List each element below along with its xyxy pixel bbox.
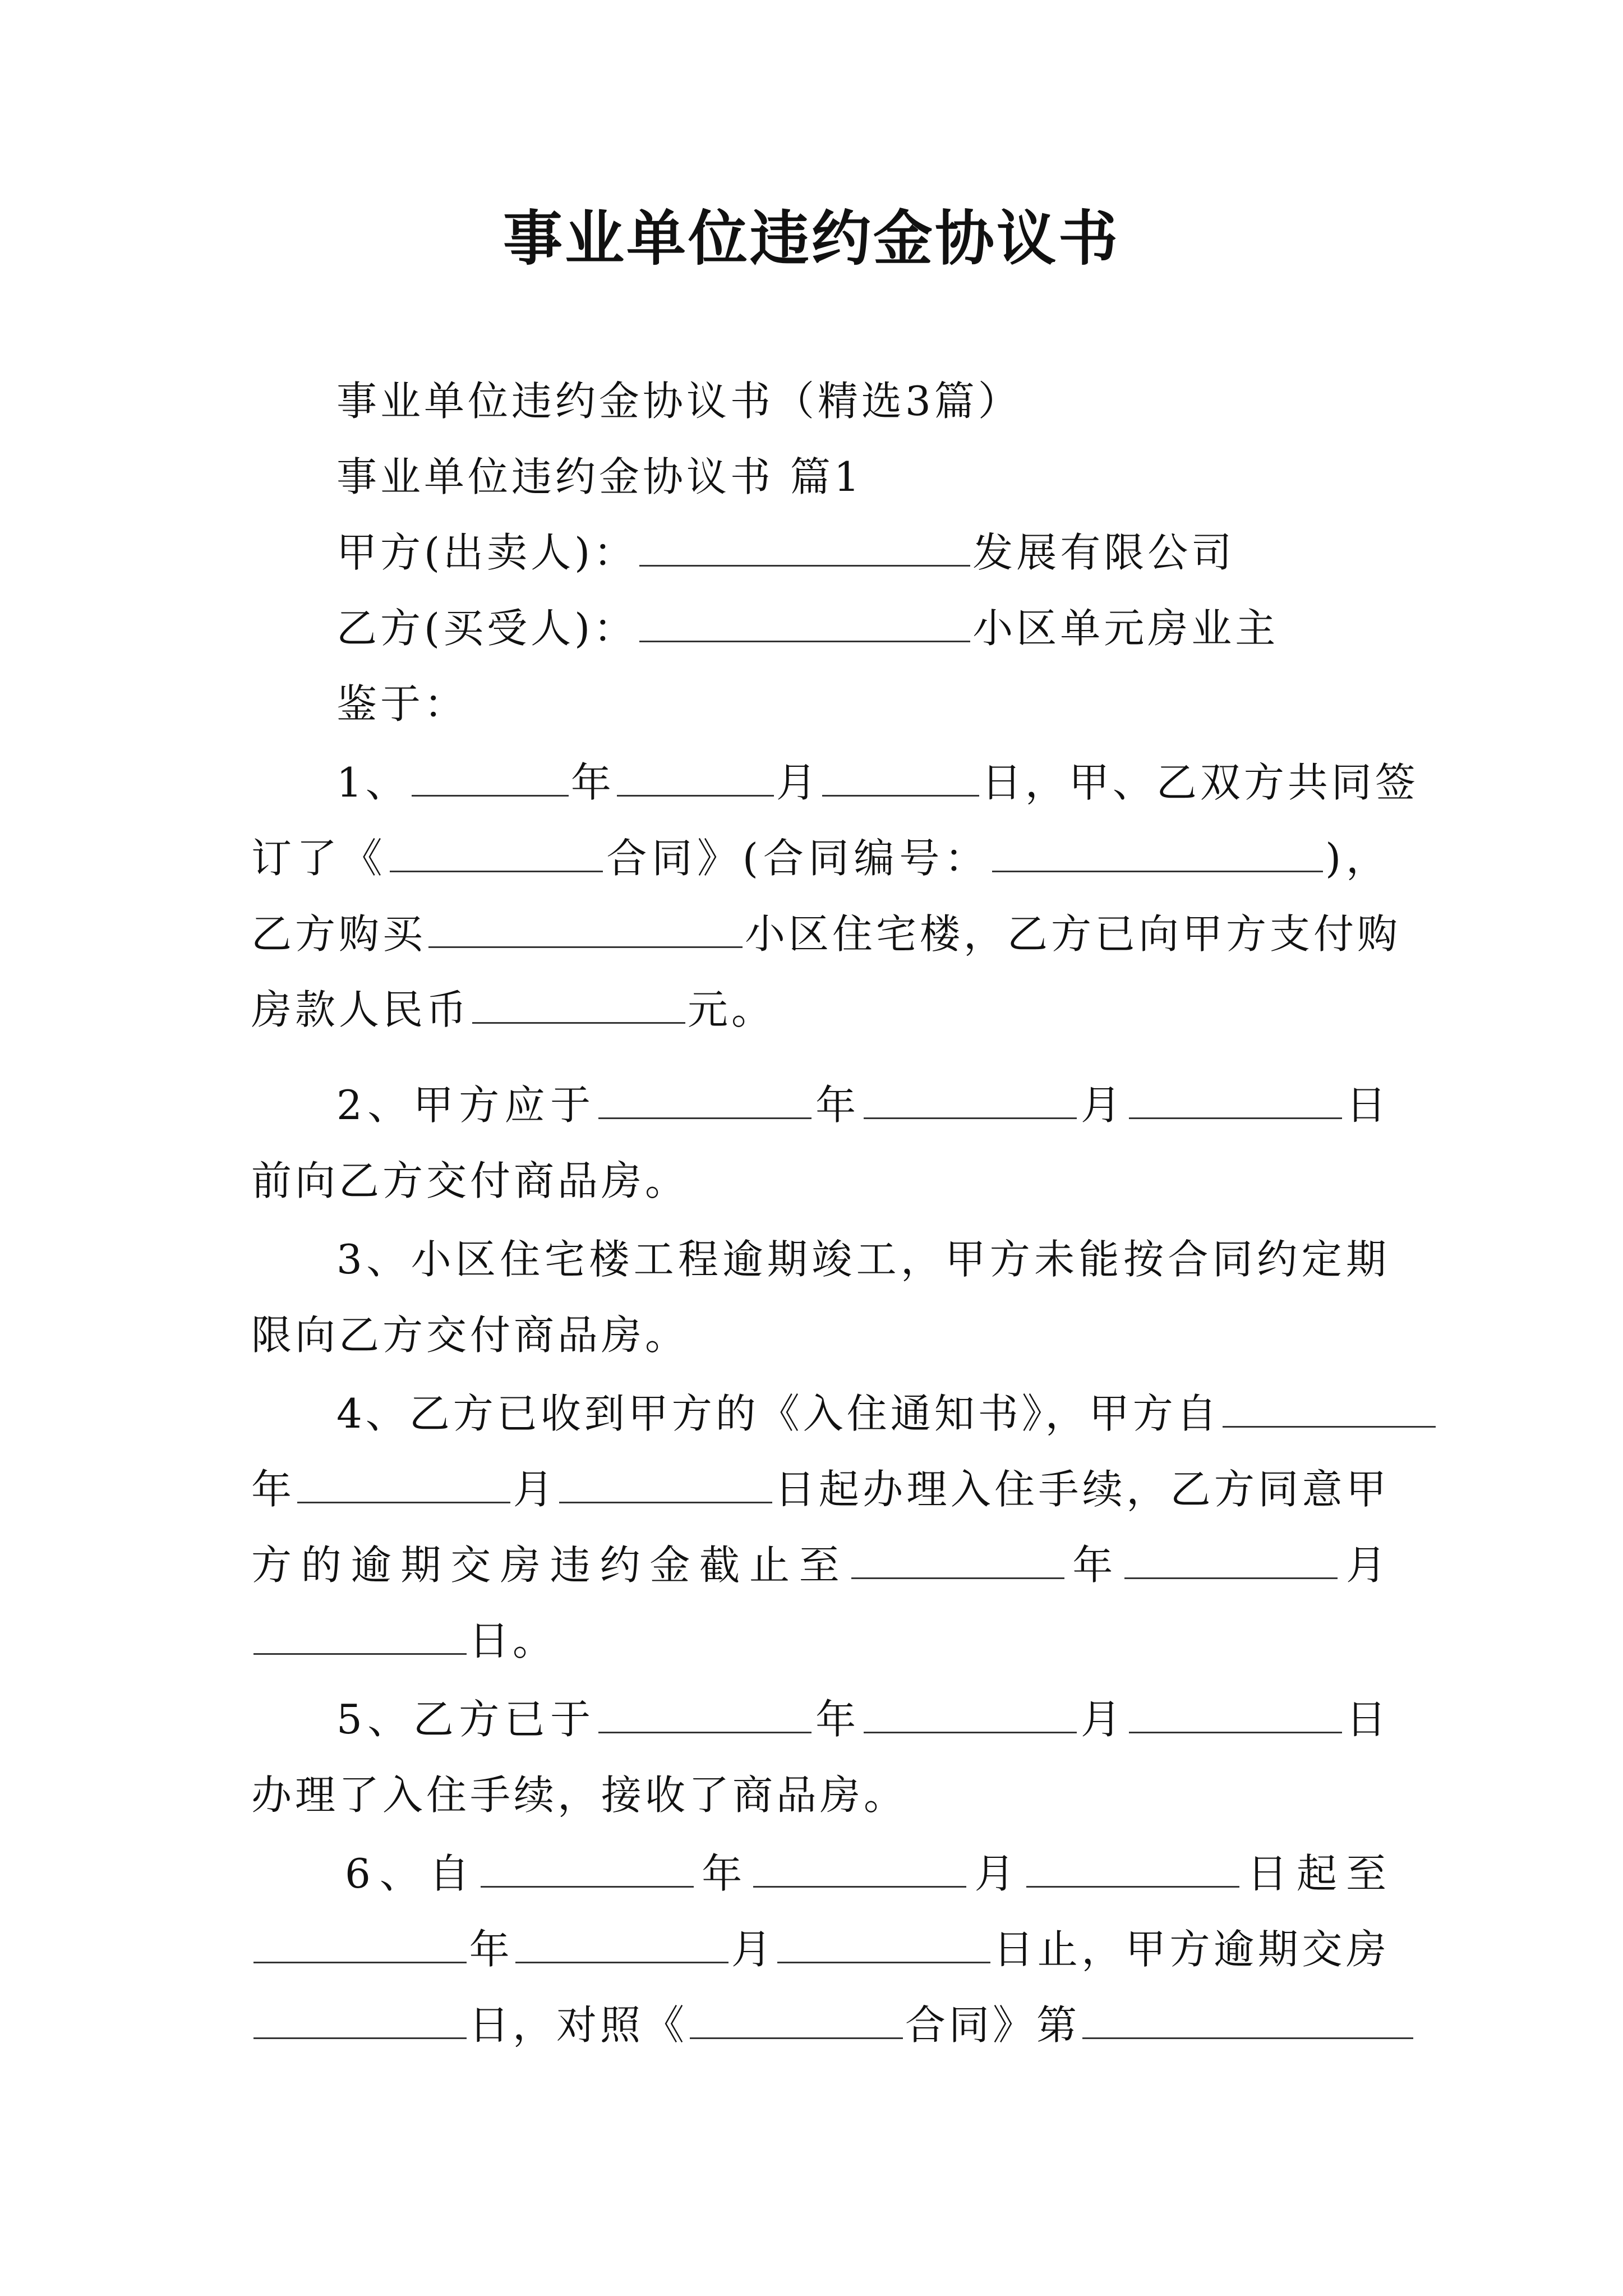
whereas-line: 鉴于：	[336, 680, 468, 728]
year-text: 年	[1066, 1542, 1123, 1589]
blank-field	[1223, 1391, 1436, 1428]
clause3-line2: 限向乙方交付商品房。	[251, 1312, 689, 1359]
clause-text: 合同》(合同编号：	[605, 835, 990, 882]
blank-field	[559, 1467, 772, 1503]
clause-text: 元。	[688, 986, 776, 1033]
year-text: 年	[813, 1082, 861, 1129]
clause5-line1	[336, 1686, 1390, 1753]
clause-text: 日起办理入住手续，乙方同意甲	[774, 1466, 1390, 1513]
blank-field	[253, 1927, 467, 1963]
blank-field	[822, 760, 979, 797]
section-heading: 事业单位违约金协议书 篇1	[336, 453, 863, 500]
document-title: 事业单位违约金协议书	[503, 203, 1120, 273]
clause6-line3	[251, 1991, 1390, 2059]
year-text: 年	[696, 1850, 751, 1897]
blank-field	[690, 2003, 903, 2039]
month-text: 月	[513, 1466, 557, 1513]
blank-field	[864, 1697, 1077, 1733]
blank-field	[472, 987, 685, 1024]
clause-text: 订了《	[251, 835, 388, 882]
party-b-line	[336, 595, 1390, 662]
clause4-line1	[336, 1380, 1390, 1447]
clause-number: 1、	[336, 759, 409, 806]
clause4-line3	[251, 1531, 1390, 1599]
blank-field	[253, 2003, 467, 2039]
month-text: 月	[731, 1926, 776, 1973]
clause-text: 日，对照《	[469, 2001, 688, 2049]
clause-text: 方的逾期交房违约金截止至	[251, 1542, 849, 1589]
clause-text: 合同》第	[905, 2001, 1081, 2049]
clause6-line2	[251, 1916, 1390, 1983]
year-text: 年	[251, 1466, 296, 1513]
year-text: 年	[813, 1696, 861, 1743]
clause-text: 日，甲、乙双方共同签	[981, 759, 1419, 806]
party-a-line	[336, 519, 1390, 586]
blank-field	[598, 1083, 811, 1119]
blank-field	[992, 836, 1323, 872]
clause4-line4	[251, 1607, 1390, 1674]
blank-field	[412, 760, 569, 797]
party-b-suffix: 小区单元房业主	[972, 605, 1279, 652]
month-text: 月	[1340, 1542, 1390, 1589]
clause1-line1	[336, 749, 1419, 816]
clause1-line3	[251, 900, 1401, 968]
month-text: 月	[1078, 1082, 1127, 1129]
clause2-line2: 前向乙方交付商品房。	[251, 1157, 689, 1204]
clause4-line2	[251, 1456, 1390, 1523]
blank-field	[1082, 2003, 1413, 2039]
blank-field	[1026, 1851, 1239, 1888]
blank-field	[639, 606, 970, 642]
clause-text: 2、甲方应于	[336, 1082, 596, 1129]
clause-text: 6、自	[345, 1850, 479, 1897]
month-text: 月	[969, 1850, 1024, 1897]
blank-field	[1129, 1083, 1342, 1119]
blank-field	[515, 1927, 728, 1963]
blank-field	[481, 1851, 694, 1888]
clause6-line1	[345, 1840, 1390, 1907]
party-b-label: 乙方(买受人)：	[336, 605, 638, 652]
clause-text: 日。	[469, 1617, 557, 1664]
blank-field	[753, 1851, 966, 1888]
clause-text: )，	[1325, 835, 1390, 882]
clause5-line2: 办理了入住手续，接收了商品房。	[251, 1772, 908, 1819]
month-text: 月	[1078, 1696, 1127, 1743]
clause1-line2	[251, 825, 1390, 892]
party-a-label: 甲方(出卖人)：	[336, 529, 638, 576]
blank-field	[1124, 1543, 1338, 1579]
blank-field	[864, 1083, 1077, 1119]
day-text: 日	[1344, 1082, 1390, 1129]
clause-text: 小区住宅楼，乙方已向甲方支付购	[745, 910, 1401, 958]
blank-field	[617, 760, 774, 797]
blank-field	[297, 1467, 510, 1503]
clause3-line1: 3、小区住宅楼工程逾期竣工，甲方未能按合同约定期	[336, 1236, 1390, 1283]
blank-field	[390, 836, 603, 872]
blank-field	[598, 1697, 811, 1733]
subtitle: 事业单位违约金协议书（精选3篇）	[336, 378, 1022, 425]
party-a-suffix: 发展有限公司	[972, 529, 1235, 576]
blank-field	[428, 912, 743, 948]
blank-field	[777, 1927, 990, 1963]
month-text: 月	[776, 759, 820, 806]
clause-text: 5、乙方已于	[336, 1696, 596, 1743]
clause-text: 房款人民币	[251, 986, 471, 1033]
clause-text: 4、乙方已收到甲方的《入住通知书》，甲方自	[336, 1390, 1220, 1437]
year-text: 年	[570, 759, 615, 806]
blank-field	[639, 530, 970, 567]
year-text: 年	[469, 1926, 514, 1973]
blank-field	[253, 1618, 467, 1655]
clause-text: 乙方购买	[251, 910, 427, 958]
clause-text: 日止，甲方逾期交房	[993, 1926, 1390, 1973]
blank-field	[1129, 1697, 1342, 1733]
clause-text: 日起至	[1241, 1850, 1390, 1897]
clause2-line1	[336, 1071, 1390, 1139]
blank-field	[851, 1543, 1064, 1579]
day-text: 日	[1344, 1696, 1390, 1743]
clause1-line4	[251, 976, 1390, 1043]
